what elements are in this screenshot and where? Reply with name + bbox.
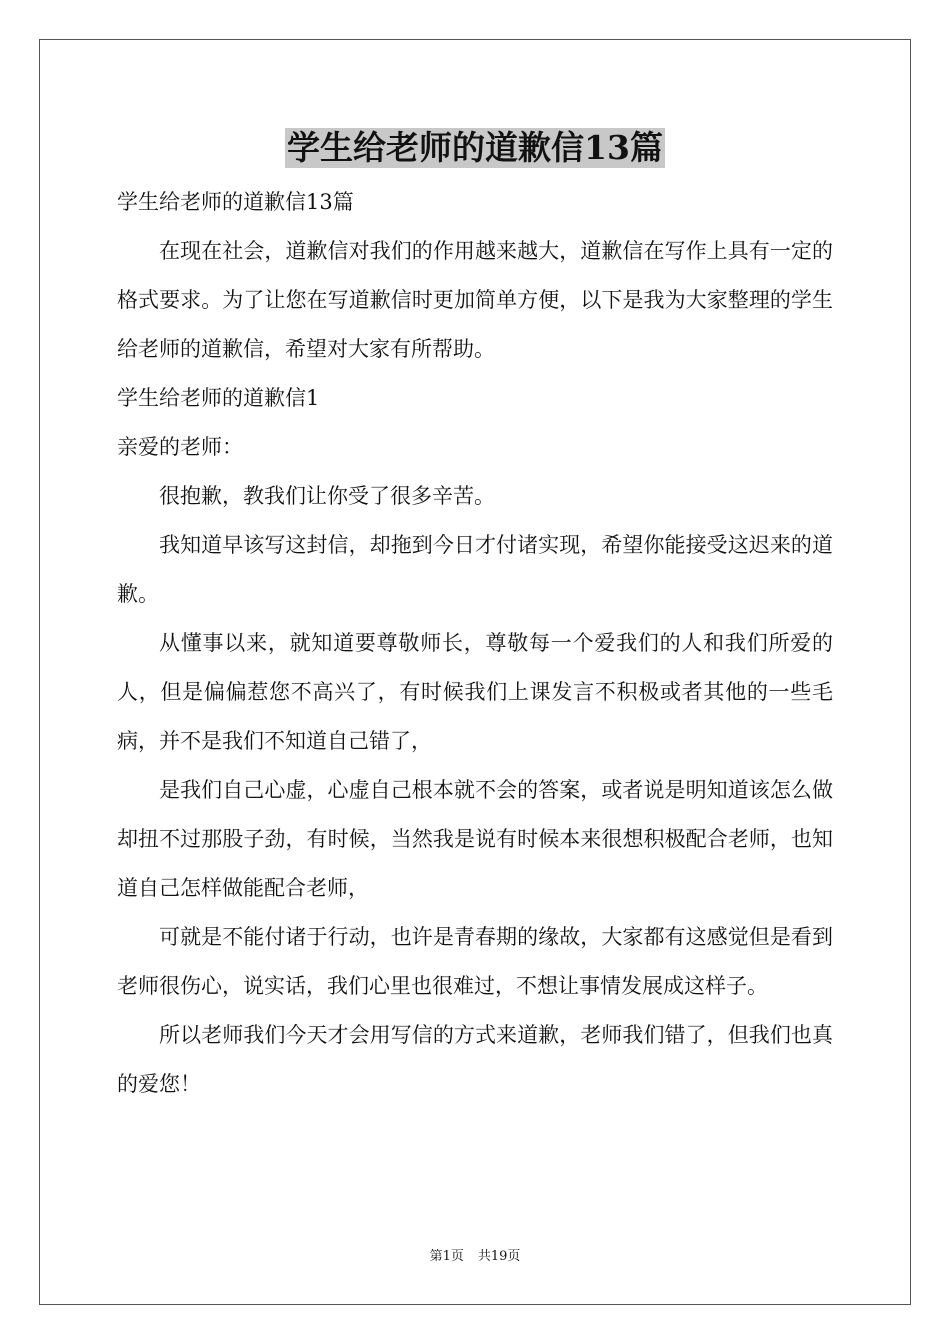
document-title-text: 学生给老师的道歉信13篇 [287,128,663,167]
salutation: 亲爱的老师： [117,435,243,459]
body-paragraph: 是我们自己心虚，心虚自己根本就不会的答案，或者说是明知道该怎么做却扭不过那股子劲，有时候，当然我是说有时候本来很想积极配合老师，也知道自己怎样做能配合老师， [117,778,833,900]
page-total: 共19页 [477,1249,521,1264]
body-paragraph: 从懂事以来，就知道要尊敬师长，尊敬每一个爱我们的人和我们所爱的人，但是偏偏惹您不高兴了，有时候我们上课发言不积极或者其他的一些毛病，并不是我们不知道自己错了， [117,631,833,753]
letter-heading: 学生给老师的道歉信1 [117,386,320,410]
document-body [117,178,833,1109]
body-paragraph: 所以老师我们今天才会用写信的方式来道歉，老师我们错了，但我们也真的爱您！ [117,1023,833,1096]
body-paragraph: 很抱歉，教我们让你受了很多辛苦。 [159,484,495,508]
body-paragraph: 我知道早该写这封信，却拖到今日才付诸实现，希望你能接受这迟来的道歉。 [117,533,833,606]
page-footer [0,1248,950,1266]
page-number: 第1页 [429,1249,464,1264]
document-subtitle: 学生给老师的道歉信13篇 [117,190,354,214]
document-title [0,128,950,168]
intro-paragraph: 在现在社会，道歉信对我们的作用越来越大，道歉信在写作上具有一定的格式要求。为了让您在写道歉信时更加简单方便，以下是我为大家整理的学生给老师的道歉信，希望对大家有所帮助。 [117,239,833,361]
body-paragraph: 可就是不能付诸于行动，也许是青春期的缘故，大家都有这感觉但是看到老师很伤心，说实话，我们心里也很难过，不想让事情发展成这样子。 [117,925,833,998]
